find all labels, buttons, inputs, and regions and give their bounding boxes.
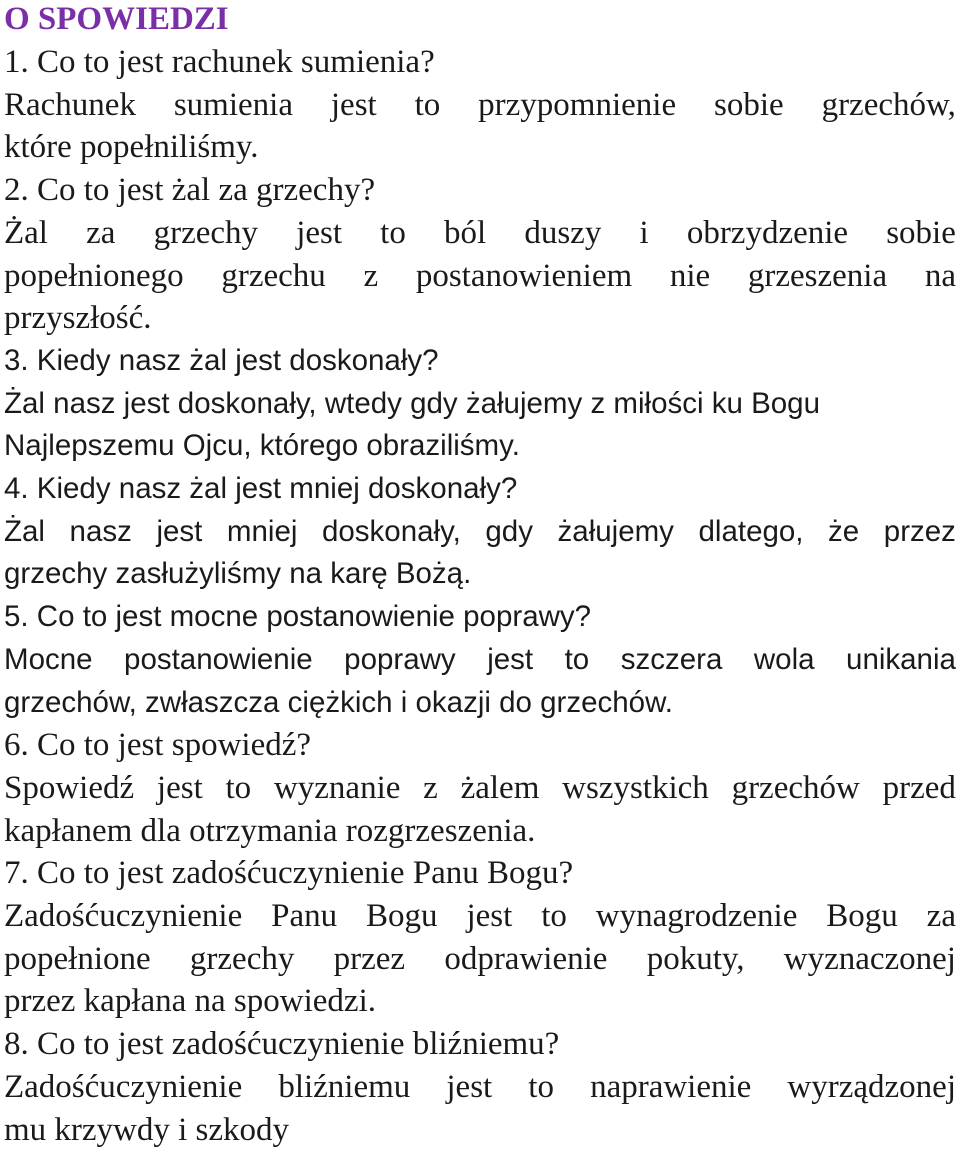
word: jest <box>330 86 377 123</box>
answer-7-line-3: przez kapłana na spowiedzi. <box>4 983 376 1020</box>
word: Bogu <box>826 898 898 935</box>
word: że <box>828 514 860 548</box>
word: sobie <box>886 214 956 251</box>
word: na <box>924 257 956 294</box>
answer-6-line-1 <box>4 767 956 810</box>
word: grzechów <box>731 769 860 806</box>
word: za <box>926 898 956 935</box>
word: Panu <box>271 898 338 935</box>
word: nie <box>669 257 711 294</box>
answer-8-line-2: mu krzywdy i szkody <box>4 1111 290 1148</box>
word: wyrządzonej <box>787 1068 956 1105</box>
answer-2-line-3: przyszłość. <box>4 300 152 337</box>
word: wszystkich <box>562 769 709 806</box>
word: duszy <box>524 214 602 251</box>
word: bliźniemu <box>278 1068 411 1105</box>
word: przez <box>883 514 956 548</box>
word: Rachunek <box>4 86 136 123</box>
answer-1-line-1 <box>4 84 956 127</box>
word: gdy <box>485 514 533 548</box>
question-5: 5. Co to jest mocne postanowienie poprawy? <box>4 600 592 634</box>
answer-4-line-2: grzechy zasłużyliśmy na karę Bożą. <box>4 557 472 591</box>
word: to <box>225 769 252 806</box>
answer-7-line-2 <box>4 938 956 981</box>
answer-3-line-1: Żal nasz jest doskonały, wtedy gdy żałujemy z miłości ku Bogu <box>4 386 820 420</box>
word: jest <box>156 514 203 548</box>
answer-5-line-2: grzechów, zwłaszcza ciężkich i okazji do grzechów. <box>4 685 673 719</box>
word: popełnionego <box>4 257 184 294</box>
word: poprawy <box>344 642 456 676</box>
word: sobie <box>714 86 784 123</box>
word: sumienia <box>173 86 293 123</box>
word: grzechu <box>221 257 326 294</box>
word: wyznaczonej <box>783 940 956 977</box>
answer-4-line-1 <box>4 511 956 554</box>
word: to <box>414 86 441 123</box>
answer-7-line-1 <box>4 895 956 938</box>
question-4: 4. Kiedy nasz żal jest mniej doskonały? <box>4 472 518 506</box>
word: unikania <box>846 642 956 676</box>
word: wyznanie <box>273 769 401 806</box>
answer-2-line-1 <box>4 212 956 255</box>
page-title: O SPOWIEDZI <box>4 1 229 37</box>
question-7: 7. Co to jest zadośćuczynienie Panu Bogu? <box>4 855 574 892</box>
question-1: 1. Co to jest rachunek sumienia? <box>4 44 435 80</box>
word: grzechy <box>153 214 259 251</box>
word: obrzydzenie <box>686 214 849 251</box>
word: mniej <box>226 514 298 548</box>
word: Mocne <box>4 642 93 676</box>
word: grzeszenia <box>747 257 888 294</box>
word: postanowieniem <box>415 257 633 294</box>
word: Bogu <box>366 898 438 935</box>
word: popełnione <box>4 940 151 977</box>
word: wynagrodzenie <box>595 898 798 935</box>
word: Zadośćuczynienie <box>4 1068 243 1105</box>
word: to <box>380 214 406 251</box>
word: Spowiedź <box>4 769 135 806</box>
word: to <box>541 898 567 935</box>
answer-5-line-1 <box>4 639 956 682</box>
question-8: 8. Co to jest zadośćuczynienie bliźniemu? <box>4 1026 560 1063</box>
word: i <box>639 214 649 251</box>
word: przez <box>333 940 406 977</box>
word: pokuty, <box>646 940 745 977</box>
word: z <box>363 257 379 294</box>
word: doskonały, <box>321 514 461 548</box>
word: przed <box>882 769 956 806</box>
answer-1-line-2: które popełniliśmy. <box>4 129 259 166</box>
word: to <box>564 642 590 676</box>
word: Żal <box>4 214 48 251</box>
word: za <box>86 214 116 251</box>
word: Żal <box>4 514 45 548</box>
word: ból <box>444 214 487 251</box>
word: z <box>423 769 438 806</box>
word: wola <box>753 642 815 676</box>
word: szczera <box>620 642 723 676</box>
word: żałujemy <box>557 514 674 548</box>
word: nasz <box>69 514 132 548</box>
question-6: 6. Co to jest spowiedź? <box>4 727 312 764</box>
word: przypomnienie <box>478 86 677 123</box>
answer-3-line-2: Najlepszemu Ojcu, którego obraziliśmy. <box>4 429 520 463</box>
word: postanowienie <box>124 642 313 676</box>
word: grzechy <box>189 940 295 977</box>
question-2: 2. Co to jest żal za grzechy? <box>4 172 376 209</box>
word: grzechów, <box>821 86 956 123</box>
word: jest <box>156 769 203 806</box>
question-3: 3. Kiedy nasz żal jest doskonały? <box>4 343 439 377</box>
word: jest <box>466 898 513 935</box>
word: jest <box>487 642 534 676</box>
answer-2-line-2 <box>4 255 956 298</box>
word: odprawienie <box>444 940 608 977</box>
word: naprawienie <box>590 1068 752 1105</box>
answer-6-line-2: kapłanem dla otrzymania rozgrzeszenia. <box>4 812 536 849</box>
word: dlatego, <box>698 514 804 548</box>
word: żalem <box>460 769 540 806</box>
answer-8-line-1 <box>4 1066 956 1109</box>
word: jest <box>446 1068 493 1105</box>
word: jest <box>296 214 343 251</box>
word: Zadośćuczynienie <box>4 898 243 935</box>
word: to <box>528 1068 554 1105</box>
